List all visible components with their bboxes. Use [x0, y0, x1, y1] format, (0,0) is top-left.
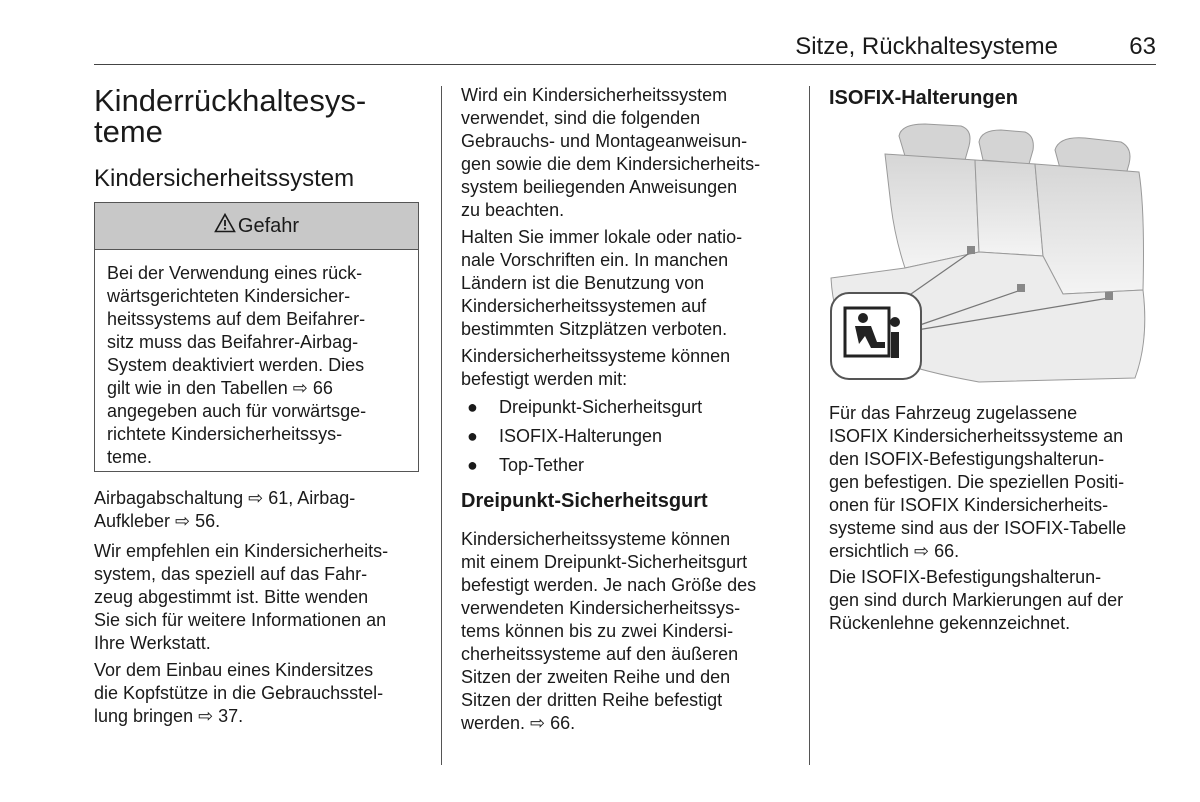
- page-number: 63: [1129, 33, 1156, 60]
- text-line: Für das Fahrzeug zugelassene: [829, 403, 1078, 423]
- rear-seats-illustration: [829, 120, 1156, 385]
- page-title-line-2: teme: [94, 114, 163, 149]
- text-line: System deaktiviert werden. Dies: [107, 355, 365, 375]
- running-head: Sitze, Rückhaltesysteme: [795, 33, 1058, 60]
- text-line: gen sowie die dem Kindersicherheits-: [461, 154, 761, 174]
- text-line: angegeben auch für vorwärtsge-: [107, 401, 367, 421]
- text-line: teme.: [107, 447, 153, 467]
- warning-triangle-icon: [214, 213, 236, 239]
- text-line: Sitzen der zweiten Reihe und den: [461, 667, 731, 687]
- seatback-left: [885, 154, 979, 268]
- text-line: die Kopfstütze in die Gebrauchsstel-: [94, 683, 384, 703]
- bullet-dot: ●: [467, 455, 478, 475]
- list-item: ISOFIX-Halterungen: [499, 426, 663, 446]
- text-line: Bei der Verwendung eines rück-: [107, 263, 363, 283]
- text-line: zu beachten.: [461, 200, 565, 220]
- seatback-center: [975, 160, 1043, 256]
- cross-reference-line: gilt wie in den Tabellen ⇨ 66: [107, 378, 333, 398]
- text-line: Wird ein Kindersicherheitssystem: [461, 85, 728, 105]
- cross-reference-line: lung bringen ⇨ 37.: [94, 706, 244, 726]
- bullet-dot: ●: [467, 397, 478, 417]
- headrest-left: [899, 124, 970, 160]
- text-line: cherheitssysteme auf den äußeren: [461, 644, 739, 664]
- cross-reference-line: werden. ⇨ 66.: [461, 713, 576, 733]
- text-line: verwendet, sind die folgenden: [461, 108, 701, 128]
- column-divider-1: [441, 86, 442, 765]
- text-line: wärtsgerichteten Kindersicher-: [107, 286, 351, 306]
- cross-reference-line: Airbagabschaltung ⇨ 61, Airbag-: [94, 488, 356, 508]
- text-line: tems können bis zu zwei Kindersi-: [461, 621, 734, 641]
- text-line: den ISOFIX-Befestigungshalterun-: [829, 449, 1105, 469]
- page-title-line-1: Kinderrückhaltesys-: [94, 83, 367, 118]
- text-line: Sie sich für weitere Informationen an: [94, 610, 387, 630]
- text-line: Kindersicherheitssysteme können: [461, 346, 731, 366]
- header-rule: [94, 64, 1156, 65]
- cross-reference-line: ersichtlich ⇨ 66.: [829, 541, 960, 561]
- text-line: verwendeten Kindersicherheitssys-: [461, 598, 741, 618]
- text-line: befestigt werden mit:: [461, 369, 628, 389]
- text-line: Ländern ist die Benutzung von: [461, 273, 705, 293]
- danger-label: Gefahr: [237, 214, 300, 237]
- text-line: bestimmten Sitzplätzen verboten.: [461, 319, 728, 339]
- text-line: befestigt werden. Je nach Größe des: [461, 575, 757, 595]
- text-line: systeme sind aus der ISOFIX-Tabelle: [829, 518, 1127, 538]
- text-line: Vor dem Einbau eines Kindersitzes: [94, 660, 374, 680]
- danger-box: [94, 202, 419, 472]
- list-item: Top-Tether: [499, 455, 585, 475]
- text-line: sitz muss das Beifahrer-Airbag-: [107, 332, 359, 352]
- text-line: heitssystems auf dem Beifahrer-: [107, 309, 366, 329]
- text-line: Die ISOFIX-Befestigungshalterun-: [829, 567, 1102, 587]
- text-line: nale Vorschriften ein. In manchen: [461, 250, 729, 270]
- section-heading: Kindersicherheitssystem: [94, 165, 355, 192]
- text-line: Kindersicherheitssysteme können: [461, 529, 731, 549]
- text-line: onen für ISOFIX Kindersicherheits-: [829, 495, 1109, 515]
- cross-reference-line: Aufkleber ⇨ 56.: [94, 511, 221, 531]
- text-line: zeug abgestimmt ist. Bitte wenden: [94, 587, 369, 607]
- text-line: Rückenlehne gekennzeichnet.: [829, 613, 1071, 633]
- text-line: mit einem Dreipunkt-Sicherheitsgurt: [461, 552, 748, 572]
- text-line: gen befestigen. Die speziellen Positi-: [829, 472, 1125, 492]
- text-line: richtete Kindersicherheitssys-: [107, 424, 343, 444]
- danger-header: [95, 203, 418, 250]
- text-line: Sitzen der dritten Reihe befestigt: [461, 690, 723, 710]
- text-line: Halten Sie immer lokale oder natio-: [461, 227, 743, 247]
- isofix-symbol-icon: [831, 293, 921, 379]
- section-heading: Dreipunkt-Sicherheitsgurt: [461, 490, 708, 512]
- headrest-center: [979, 130, 1033, 164]
- list-item: Dreipunkt-Sicherheitsgurt: [499, 397, 703, 417]
- text-line: Kindersicherheitssystemen auf: [461, 296, 707, 316]
- column-divider-2: [809, 86, 810, 765]
- text-line: system, das speziell auf das Fahr-: [94, 564, 368, 584]
- section-heading: ISOFIX-Halterungen: [829, 87, 1018, 109]
- text-line: system beiliegenden Anweisungen: [461, 177, 738, 197]
- bullet-dot: ●: [467, 426, 478, 446]
- text-line: Wir empfehlen ein Kindersicherheits-: [94, 541, 389, 561]
- text-line: Ihre Werkstatt.: [94, 633, 211, 653]
- text-line: ISOFIX Kindersicherheitssysteme an: [829, 426, 1124, 446]
- text-line: gen sind durch Markierungen auf der: [829, 590, 1124, 610]
- text-line: Gebrauchs- und Montageanweisun-: [461, 131, 748, 151]
